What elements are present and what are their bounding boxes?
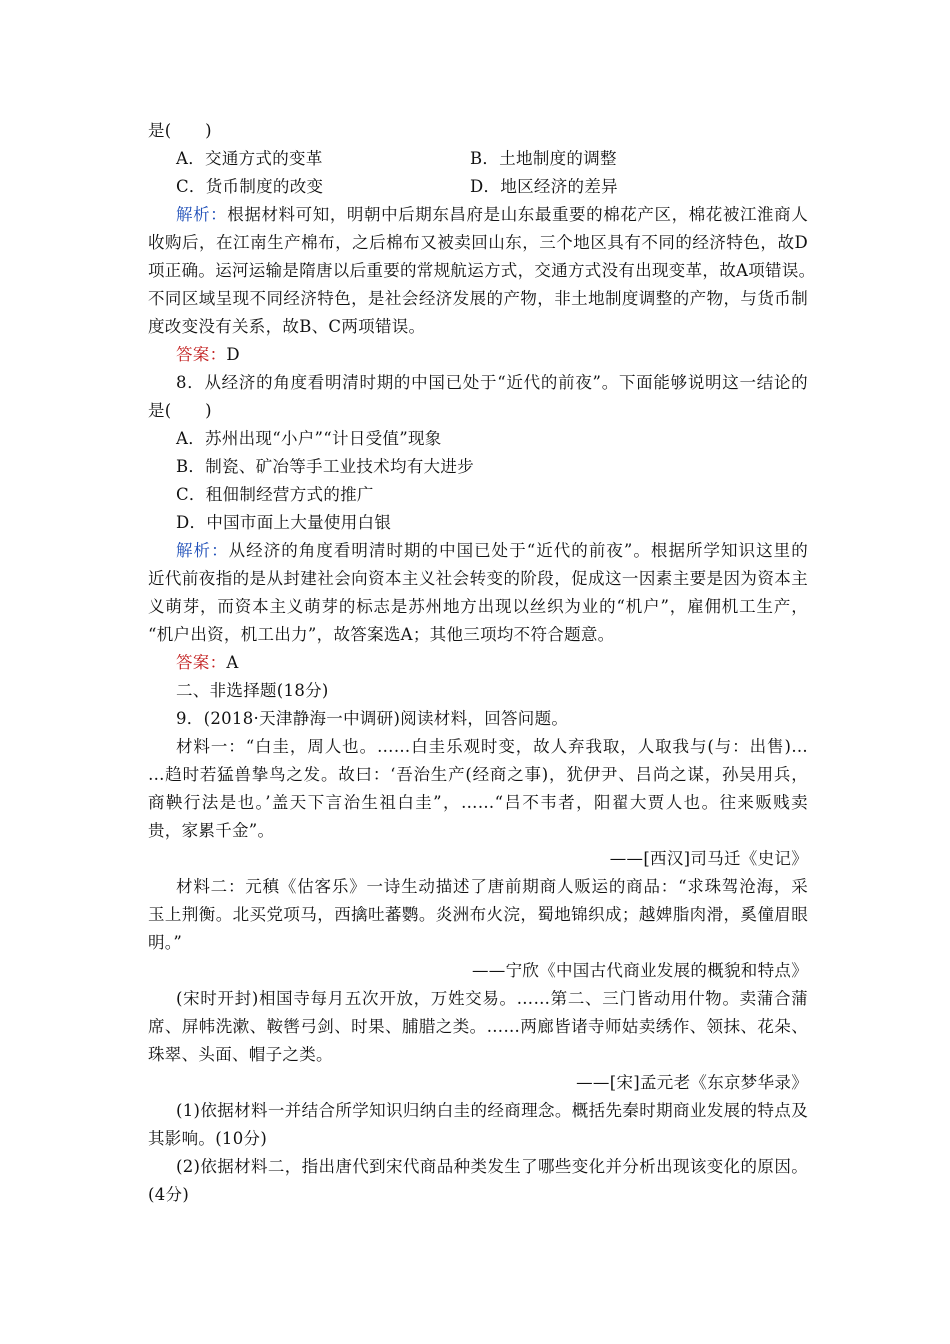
q8-analysis-line-4: “机户出资，机工出力”，故答案选A；其他三项均不符合题意。 — [148, 625, 615, 644]
q7-option-b: B．土地制度的调整 — [470, 149, 617, 168]
q9-sub1-line-2: 其影响。(10分) — [148, 1129, 268, 1148]
answer-label: 答案： — [176, 653, 227, 672]
q9-material1-line-1: 材料一：“白圭，周人也。……白圭乐观时变，故人弃我取，人取我与(与：出售)… — [176, 737, 808, 756]
q7-answer: 答案：D — [176, 345, 240, 364]
q9-sub2-line-1: (2)依据材料二，指出唐代到宋代商品种类发生了哪些变化并分析出现该变化的原因。 — [176, 1157, 808, 1176]
q9-material2-line-2: 玉上荆衡。北买党项马，西擒吐蕃鹦。炎洲布火浣，蜀地锦织成；越婢脂肉滑，奚僮眉眼 — [148, 905, 808, 924]
q7-analysis-line-1: 解析：根据材料可知，明朝中后期东昌府是山东最重要的棉花产区，棉花被江淮商人 — [176, 205, 809, 224]
q8-analysis-line-3: 义萌芽，而资本主义萌芽的标志是苏州地方出现以丝织为业的“机户”，雇佣机工生产， — [148, 597, 808, 616]
q8-analysis-line-2: 近代前夜指的是从封建社会向资本主义社会转变的阶段，促成这一因素主要是因为资本主 — [148, 569, 808, 588]
section-title: 二、非选择题(18分) — [176, 681, 329, 700]
q7-stem-tail: 是( ) — [148, 121, 212, 140]
q8-stem-line-1: 8．从经济的角度看明清时期的中国已处于“近代的前夜”。下面能够说明这一结论的 — [176, 373, 808, 392]
q8-answer: 答案：A — [176, 653, 239, 672]
q9-source2: ——宁欣《中国古代商业发展的概貌和特点》 — [472, 961, 808, 980]
q9-material1-line-3: 商鞅行法是也。’盖天下言治生祖白圭”，……“吕不韦者，阳翟大贾人也。往来贩贱卖 — [148, 793, 808, 812]
q9-source1: ——[西汉]司马迁《史记》 — [609, 849, 808, 868]
q9-material2-line-3: 明。” — [148, 933, 183, 952]
q8-option-a: A．苏州出现“小户”“计日受值”现象 — [176, 429, 442, 448]
q9-sub1-line-1: (1)依据材料一并结合所学知识归纳白圭的经商理念。概括先秦时期商业发展的特点及 — [176, 1101, 808, 1120]
q9-material1-line-4: 贵，家累千金”。 — [148, 821, 275, 840]
q7-option-c: C．货币制度的改变 — [176, 177, 324, 196]
q7-option-a: A．交通方式的变革 — [176, 149, 323, 168]
q8-option-d: D．中国市面上大量使用白银 — [176, 513, 392, 532]
q9-material1-line-2: …趋时若猛兽挚鸟之发。故曰：‘吾治生产(经商之事)，犹伊尹、吕尚之谋，孙吴用兵， — [148, 765, 808, 784]
q8-stem-line-2: 是( ) — [148, 401, 212, 420]
q9-sub2-line-2: (4分) — [148, 1185, 190, 1204]
q7-analysis-line-2: 收购后，在江南生产棉布，之后棉布又被卖回山东，三个地区具有不同的经济特色，故D — [148, 233, 808, 252]
q9-material3-line-2: 席、屏帏洗漱、鞍辔弓剑、时果、脯腊之类。……两廊皆诸寺师姑卖绣作、领抹、花朵、 — [148, 1017, 808, 1036]
q8-option-c: C．租佃制经营方式的推广 — [176, 485, 374, 504]
q7-analysis-line-5: 度改变没有关系，故B、C两项错误。 — [148, 317, 426, 336]
answer-label: 答案： — [176, 345, 227, 364]
q7-option-d: D．地区经济的差异 — [470, 177, 618, 196]
q9-stem: 9．(2018·天津静海一中调研)阅读材料，回答问题。 — [176, 709, 569, 728]
q8-option-b: B．制瓷、矿冶等手工业技术均有大进步 — [176, 457, 475, 476]
analysis-label: 解析： — [176, 541, 229, 560]
q7-analysis-line-4: 不同区域呈现不同经济特色，是社会经济发展的产物，非土地制度调整的产物，与货币制 — [148, 289, 808, 308]
q9-material3-line-1: (宋时开封)相国寺每月五次开放，万姓交易。……第二、三门皆动用什物。卖蒲合蒲 — [176, 989, 808, 1008]
q9-source3: ——[宋]孟元老《东京梦华录》 — [576, 1073, 808, 1092]
q9-material3-line-3: 珠翠、头面、帽子之类。 — [148, 1045, 333, 1064]
q7-analysis-line-3: 项正确。运河运输是隋唐以后重要的常规航运方式，交通方式没有出现变革，故A项错误。 — [148, 261, 816, 280]
q9-material2-line-1: 材料二：元稹《估客乐》一诗生动描述了唐前期商人贩运的商品：“求珠驾沧海，采 — [176, 877, 808, 896]
q8-analysis-line-1: 解析：从经济的角度看明清时期的中国已处于“近代的前夜”。根据所学知识这里的 — [176, 541, 809, 560]
analysis-label: 解析： — [176, 205, 228, 224]
